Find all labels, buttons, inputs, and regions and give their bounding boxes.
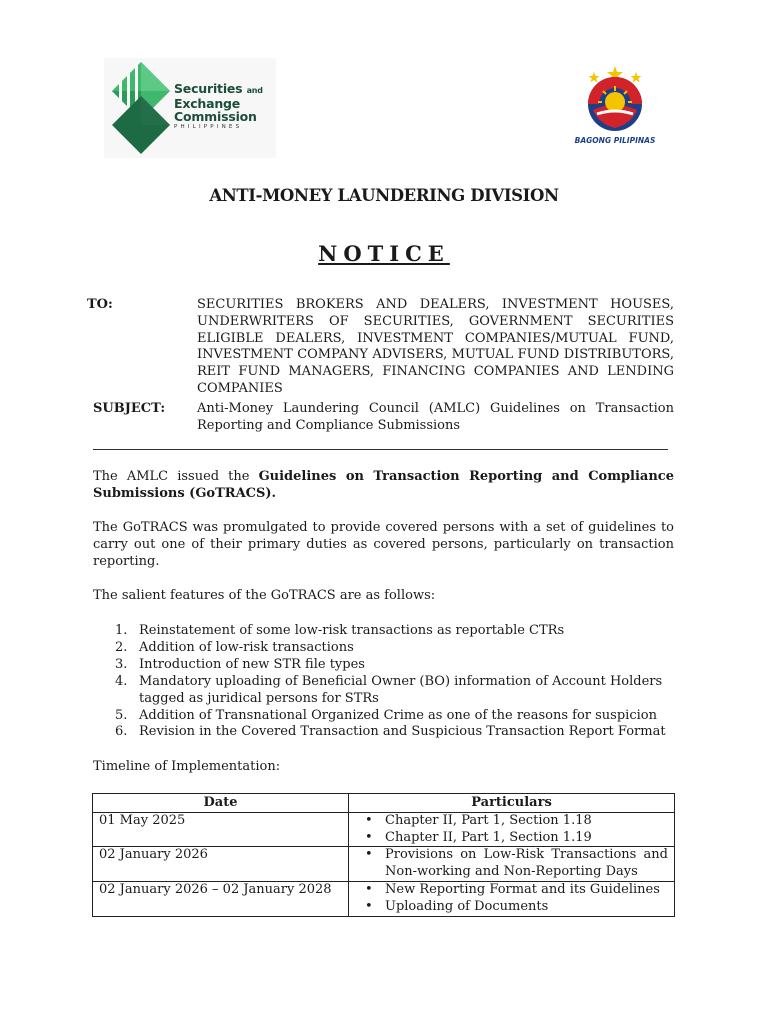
subject-label: SUBJECT:: [93, 401, 166, 416]
list-item: 5. Addition of Transnational Organized Crime as one of the reasons for suspicion: [115, 707, 657, 723]
list-item: 6. Revision in the Covered Transaction and Suspicious Transaction Report Format: [115, 724, 666, 740]
table-row: [93, 812, 675, 847]
date-cell: 01 May 2025: [93, 812, 349, 847]
divider-line: [93, 449, 668, 450]
subject-text: Anti-Money Laundering Council (AMLC) Guidelines on Transaction Reporting and Compliance Submissions: [197, 401, 674, 433]
particulars-cell: [349, 847, 675, 882]
sec-logo: [104, 58, 276, 158]
list-item: 2. Addition of low-risk transactions: [115, 639, 354, 655]
table-header-row: [93, 794, 675, 813]
date-cell: 02 January 2026: [93, 847, 349, 882]
table-row: [93, 881, 675, 916]
date-column-header: Date: [93, 794, 349, 813]
date-cell: 02 January 2026 – 02 January 2028: [93, 881, 349, 916]
bagong-pilipinas-emblem-icon: [567, 64, 663, 136]
particular-item: • Chapter II, Part 1, Section 1.19: [355, 830, 668, 847]
particulars-cell: [349, 881, 675, 916]
sec-emblem-icon: [108, 60, 174, 156]
particular-item: • New Reporting Format and its Guidelines: [355, 882, 668, 899]
to-label: TO:: [87, 297, 113, 312]
table-row: [93, 847, 675, 882]
notice-title: NOTICE: [318, 241, 450, 266]
bagong-pilipinas-caption: BAGONG PILIPINAS: [574, 136, 656, 145]
timeline-label: Timeline of Implementation:: [93, 759, 281, 774]
division-heading: ANTI-MONEY LAUNDERING DIVISION: [209, 186, 559, 205]
purpose-paragraph: The GoTRACS was promulgated to provide covered persons with a set of guidelines to carry out one of their primary duties as covered persons, particularly on transaction reporting.: [93, 520, 674, 569]
features-list: [93, 623, 674, 741]
features-intro: The salient features of the GoTRACS are as follows:: [93, 588, 436, 603]
particular-item: • Chapter II, Part 1, Section 1.18: [355, 813, 668, 830]
to-recipients: SECURITIES BROKERS AND DEALERS, INVESTMENT HOUSES, UNDERWRITERS OF SECURITIES, GOVERNMENT SECURITIES ELIGIBLE DEALERS, INVESTMENT COMPANIES/MUTUAL FUND, INVESTMENT COMPANY ADVISERS, MUTUAL FUND DISTRIBUTORS, REIT FUND MANAGERS, FINANCING COMPANIES AND LENDING COMPANIES: [197, 297, 674, 396]
bagong-pilipinas-logo: [567, 64, 663, 148]
particular-item: • Uploading of Documents: [355, 899, 668, 916]
list-item: 1. Reinstatement of some low-risk transactions as reportable CTRs: [115, 623, 565, 638]
list-item: 4. Mandatory uploading of Beneficial Owner (BO) information of Account Holders tagged as juridical persons for STRs: [115, 673, 663, 706]
particulars-column-header: Particulars: [349, 794, 675, 813]
sec-wordmark: Securities and Exchange Commission PHILIPPINES: [174, 81, 263, 130]
list-item: 3. Introduction of new STR file types: [115, 656, 365, 672]
guidelines-title: Guidelines on Transaction Reporting and Compliance Submissions (GoTRACS).: [93, 469, 674, 501]
timeline-table: [92, 793, 675, 917]
intro-paragraph: The AMLC issued the Guidelines on Transaction Reporting and Compliance Submissions (GoTRACS).: [93, 469, 674, 501]
particular-item: • Provisions on Low-Risk Transactions and Non-working and Non-Reporting Days: [355, 847, 668, 881]
particulars-cell: [349, 812, 675, 847]
